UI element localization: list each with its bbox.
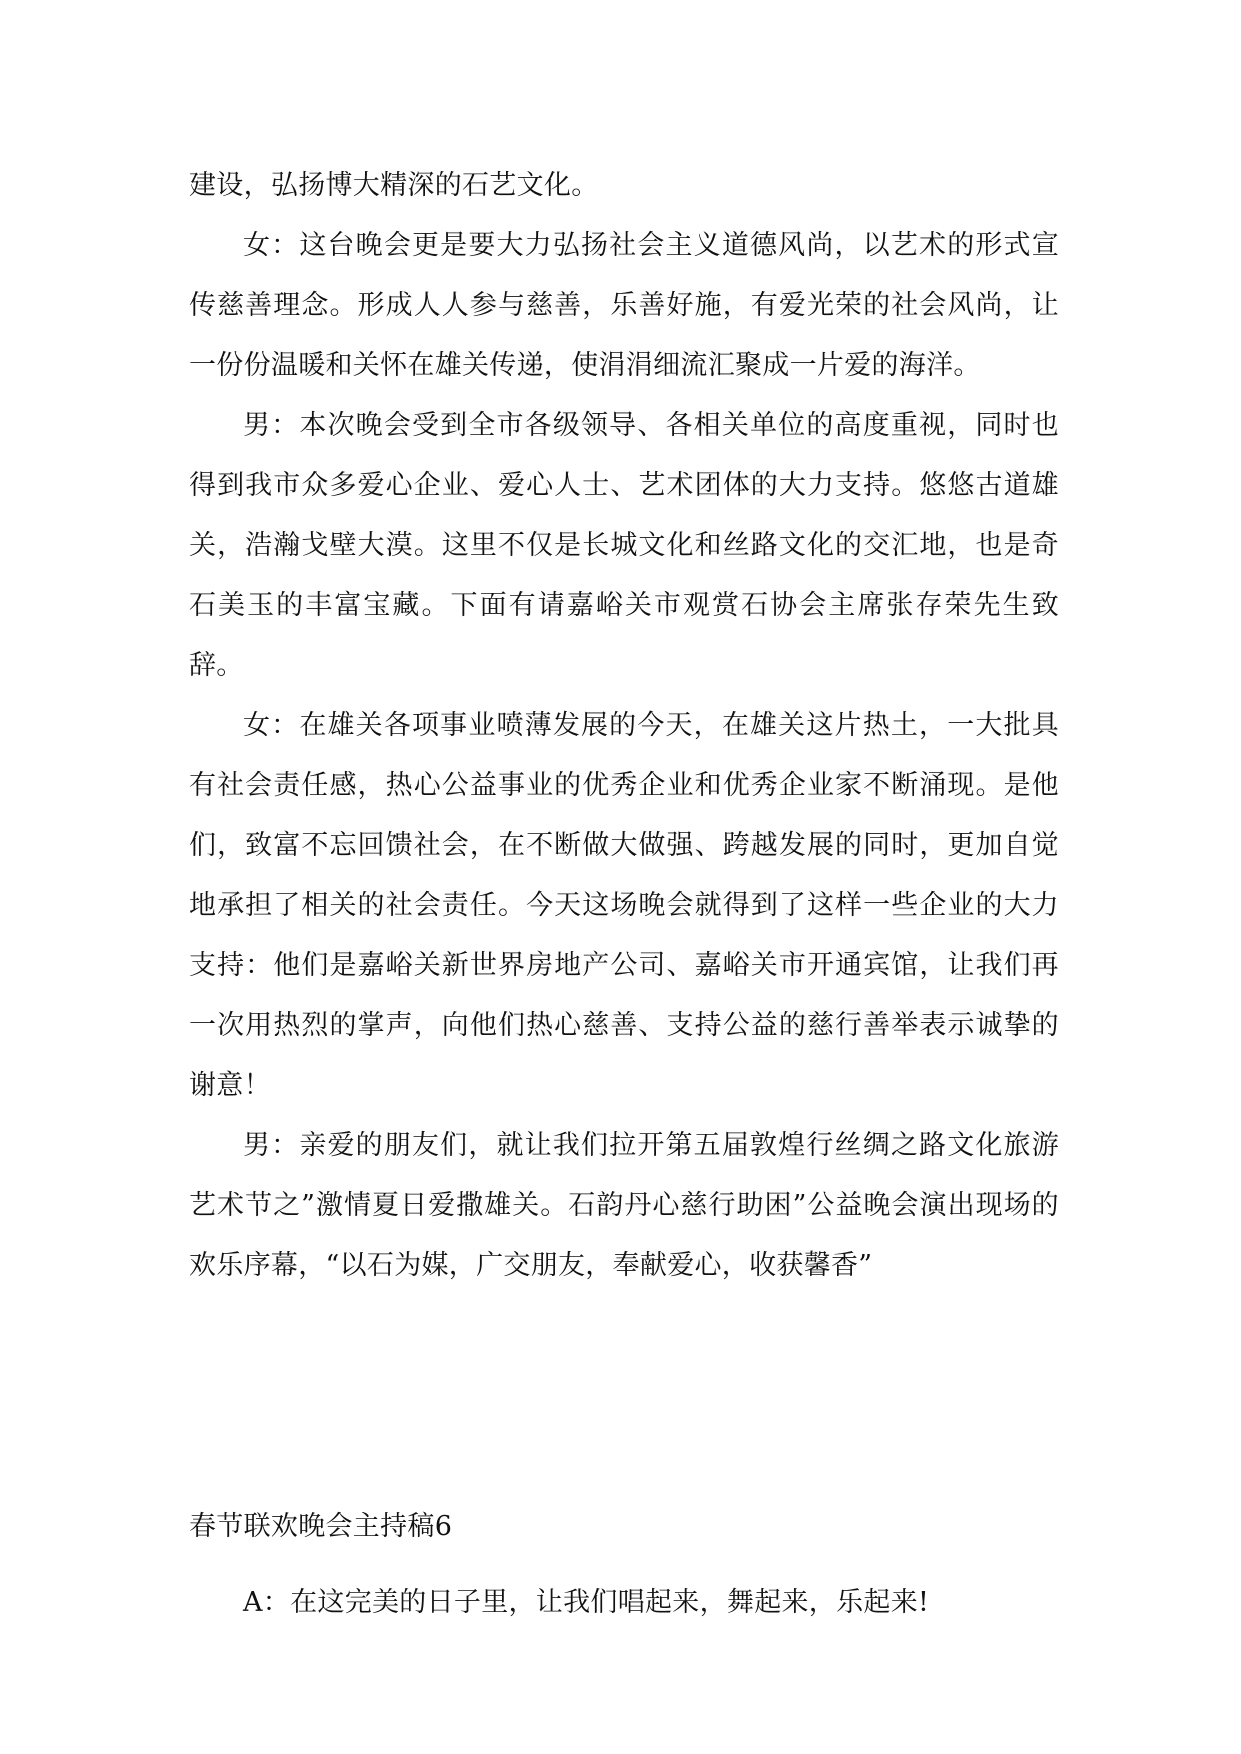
paragraph-female-host-1: 女：这台晚会更是要大力弘扬社会主义道德风尚，以艺术的形式宣传慈善理念。形成人人参与慈善，乐善好施，有爱光荣的社会风尚，让一份份温暖和关怀在雄关传递，使涓涓细流汇聚成一片爱的海洋。: [189, 230, 1059, 381]
paragraph-female-host-2: 女：在雄关各项事业喷薄发展的今天，在雄关这片热土，一大批具有社会责任感，热心公益事业的优秀企业和优秀企业家不断涌现。是他们，致富不忘回馈社会，在不断做大做强、跨越发展的同时，更加自觉地承担了相关的社会责任。今天这场晚会就得到了这样一些企业的大力支持：他们是嘉峪关新世界房地产公司、嘉峪关市开通宾馆，让我们再一次用热烈的掌声，向他们热心慈善、支持公益的慈行善举表示诚挚的谢意！: [189, 710, 1059, 1101]
section-body: [189, 1573, 1059, 1633]
paragraph-continuation: 建设，弘扬博大精深的石艺文化。: [189, 170, 599, 201]
section-heading: 春节联欢晚会主持稿6: [189, 1511, 453, 1542]
paragraph-male-host-1: 男：本次晚会受到全市各级领导、各相关单位的高度重视，同时也得到我市众多爱心企业、爱心人士、艺术团体的大力支持。悠悠古道雄关，浩瀚戈壁大漠。这里不仅是长城文化和丝路文化的交汇地，也是奇石美玉的丰富宝藏。下面有请嘉峪关市观赏石协会主席张存荣先生致辞。: [189, 410, 1059, 681]
paragraph-host-a: A：在这完美的日子里，让我们唱起来，舞起来，乐起来!: [243, 1587, 930, 1618]
document-body: [189, 156, 1059, 1296]
paragraph-male-host-2: 男：亲爱的朋友们，就让我们拉开第五届敦煌行丝绸之路文化旅游艺术节之”激情夏日爱撒雄关。石韵丹心慈行助困”公益晚会演出现场的欢乐序幕，“以石为媒，广交朋友，奉献爱心，收获馨香”: [189, 1130, 1059, 1281]
